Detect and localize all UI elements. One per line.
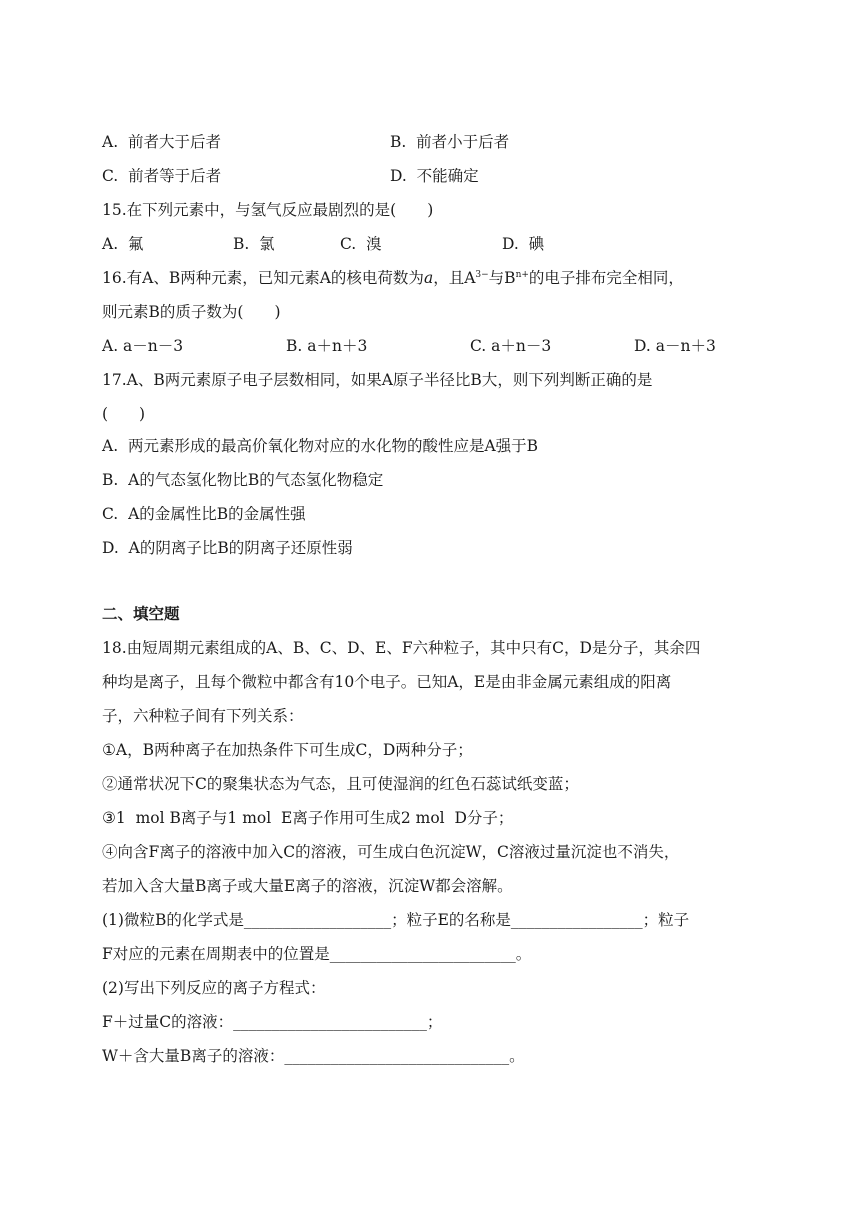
q18-condition-4-line2: 若加入含大量B离子或大量E离子的溶液，沉淀W都会溶解。 [102, 877, 513, 895]
q15-stem: 15.在下列元素中，与氢气反应最剧烈的是( ) [102, 201, 434, 219]
q14-option-a: A. 前者大于后者 [102, 133, 221, 151]
q18-line3: 子，六种粒子间有下列关系： [102, 707, 304, 725]
q18-sub1-line1: (1)微粒B的化学式是___________________；粒子E的名称是_________________；粒子 [102, 911, 690, 929]
q18-line1: 18.由短周期元素组成的A、B、C、D、E、F六种粒子，其中只有C，D是分子，其余四 [102, 639, 701, 657]
q17-option-a: A. 两元素形成的最高价氧化物对应的水化物的酸性应是A强于B [102, 437, 539, 455]
q16-stem-line1 [102, 268, 684, 288]
q15-option-b: B. 氯 [233, 235, 275, 253]
q18-condition-1: ①A，B两种离子在加热条件下可生成C，D两种分子； [102, 741, 473, 759]
q18-condition-2: ②通常状况下C的聚集状态为气态，且可使湿润的红色石蕊试纸变蓝； [102, 775, 579, 793]
q15-option-c: C. 溴 [340, 235, 382, 253]
ion-charge-a: 3− [475, 269, 489, 280]
q16-var-a: a [423, 269, 434, 287]
q16-option-d: D. a－n＋3 [634, 337, 716, 355]
q18-sub2-title: (2)写出下列反应的离子方程式： [102, 979, 326, 997]
q16-stem-part: 的电子排布完全相同， [528, 269, 684, 287]
q16-stem-line2: 则元素B的质子数为( ) [102, 303, 281, 321]
q17-option-d: D. A的阴离子比B的阴离子还原性弱 [102, 539, 353, 557]
q16-stem-part: 与B [488, 269, 516, 287]
q16-option-a: A. a－n－3 [102, 337, 184, 355]
q18-sub2-equation-2: W＋含大量B离子的溶液：_____________________________。 [102, 1047, 525, 1065]
q17-option-b: B. A的气态氢化物比B的气态氢化物稳定 [102, 471, 384, 489]
q14-option-b: B. 前者小于后者 [390, 133, 510, 151]
q18-sub1-line2: F对应的元素在周期表中的位置是________________________。 [102, 945, 532, 963]
q16-option-b: B. a＋n＋3 [286, 337, 368, 355]
q16-option-c: C. a＋n－3 [470, 337, 552, 355]
q16-stem-part: 16.有A、B两种元素，已知元素A的核电荷数为 [102, 269, 424, 287]
q14-option-d: D. 不能确定 [390, 167, 479, 185]
q17-stem-line1: 17.A、B两元素原子电子层数相同，如果A原子半径比B大，则下列判断正确的是 [102, 371, 653, 389]
q17-stem-line2: ( ) [102, 405, 146, 423]
q18-sub2-equation-1: F＋过量C的溶液：_________________________； [102, 1013, 443, 1031]
q18-condition-4-line1: ④向含F离子的溶液中加入C的溶液，可生成白色沉淀W，C溶液过量沉淀也不消失， [102, 843, 680, 861]
ion-charge-b: n+ [515, 269, 529, 280]
q17-option-c: C. A的金属性比B的金属性强 [102, 505, 306, 523]
q18-condition-3: ③1 mol B离子与1 mol E离子作用可生成2 mol D分子； [102, 809, 514, 827]
q14-option-c: C. 前者等于后者 [102, 167, 222, 185]
section-title: 二、填空题 [102, 605, 180, 623]
q15-option-a: A. 氟 [102, 235, 144, 253]
q16-stem-part: ，且A [433, 269, 476, 287]
q18-line2: 种均是离子，且每个微粒中都含有10个电子。已知A，E是由非金属元素组成的阳离 [102, 673, 672, 691]
q15-option-d: D. 碘 [502, 235, 545, 253]
